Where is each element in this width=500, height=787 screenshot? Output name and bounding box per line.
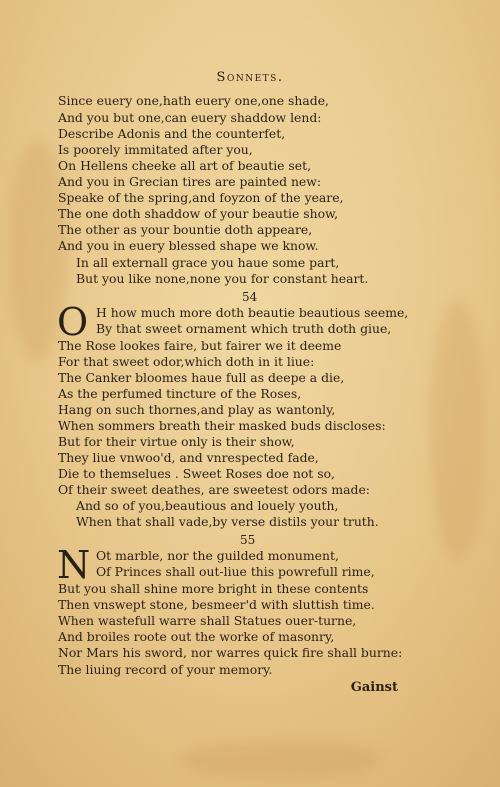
- verse-line: Ot marble, nor the guilded monument,: [96, 548, 339, 563]
- verse-line: Of Princes shall out-liue this powrefull rime,: [96, 564, 375, 579]
- verse-line: For that sweet odor,which doth in it liue:: [58, 354, 315, 369]
- verse-line: Die to themselues . Sweet Roses doe not so,: [58, 466, 335, 481]
- drop-capital: N: [57, 543, 91, 587]
- verse-line: When sommers breath their masked buds discloses:: [58, 418, 386, 433]
- verse-line: Since euery one,hath euery one,one shade,: [58, 93, 329, 108]
- verse-line: The Canker bloomes haue full as deepe a die,: [58, 370, 345, 385]
- verse-line: The liuing record of your memory.: [58, 662, 273, 677]
- verse-line: But for their virtue only is their show,: [58, 434, 295, 449]
- verse-line: As the perfumed tincture of the Roses,: [58, 386, 302, 401]
- drop-capital: O: [57, 300, 89, 344]
- verse-line: Hang on such thornes,and play as wantonly,: [58, 402, 336, 417]
- verse-line: Of their sweet deathes, are sweetest odors made:: [58, 482, 370, 497]
- verse-line: The Rose lookes faire, but fairer we it deeme: [58, 338, 342, 353]
- verse-line: Then vnswept stone, besmeer'd with sluttish time.: [58, 597, 375, 612]
- verse-line: Speake of the spring,and foyzon of the yeare,: [58, 190, 344, 205]
- verse-line: When wastefull warre shall Statues ouer-turne,: [58, 613, 357, 628]
- verse-line: The one doth shaddow of your beautie show,: [58, 206, 339, 221]
- verse-line: In all externall grace you haue some part,: [76, 255, 340, 270]
- verse-line: But you shall shine more bright in these contents: [58, 581, 369, 596]
- verse-line: H how much more doth beautie beautious seeme,: [96, 305, 409, 320]
- verse-line: And you but one,can euery shaddow lend:: [58, 110, 322, 125]
- sonnet-number: 55: [240, 533, 256, 547]
- verse-line: And so of you,beautious and louely youth,: [76, 498, 339, 513]
- verse-line: When that shall vade,by verse distils your truth.: [76, 514, 379, 529]
- verse-line: By that sweet ornament which truth doth giue,: [96, 321, 392, 336]
- verse-line: The other as your bountie doth appeare,: [58, 222, 313, 237]
- page-header: Sonnets.: [216, 70, 284, 85]
- verse-line: Describe Adonis and the counterfet,: [58, 126, 286, 141]
- verse-line: Is poorely immitated after you,: [58, 142, 253, 157]
- verse-line: And you in Grecian tires are painted new:: [58, 174, 322, 189]
- verse-line: And broiles roote out the worke of masonry,: [58, 629, 335, 644]
- verse-line: But you like none,none you for constant heart.: [76, 271, 369, 286]
- verse-line: On Hellens cheeke all art of beautie set,: [58, 158, 312, 173]
- verse-line: And you in euery blessed shape we know.: [58, 238, 319, 253]
- sonnet-number: 54: [242, 290, 258, 304]
- verse-line: Nor Mars his sword, nor warres quick fire shall burne:: [58, 645, 403, 660]
- catchword: Gainst: [350, 680, 398, 695]
- verse-line: They liue vnwoo'd, and vnrespected fade,: [58, 450, 319, 465]
